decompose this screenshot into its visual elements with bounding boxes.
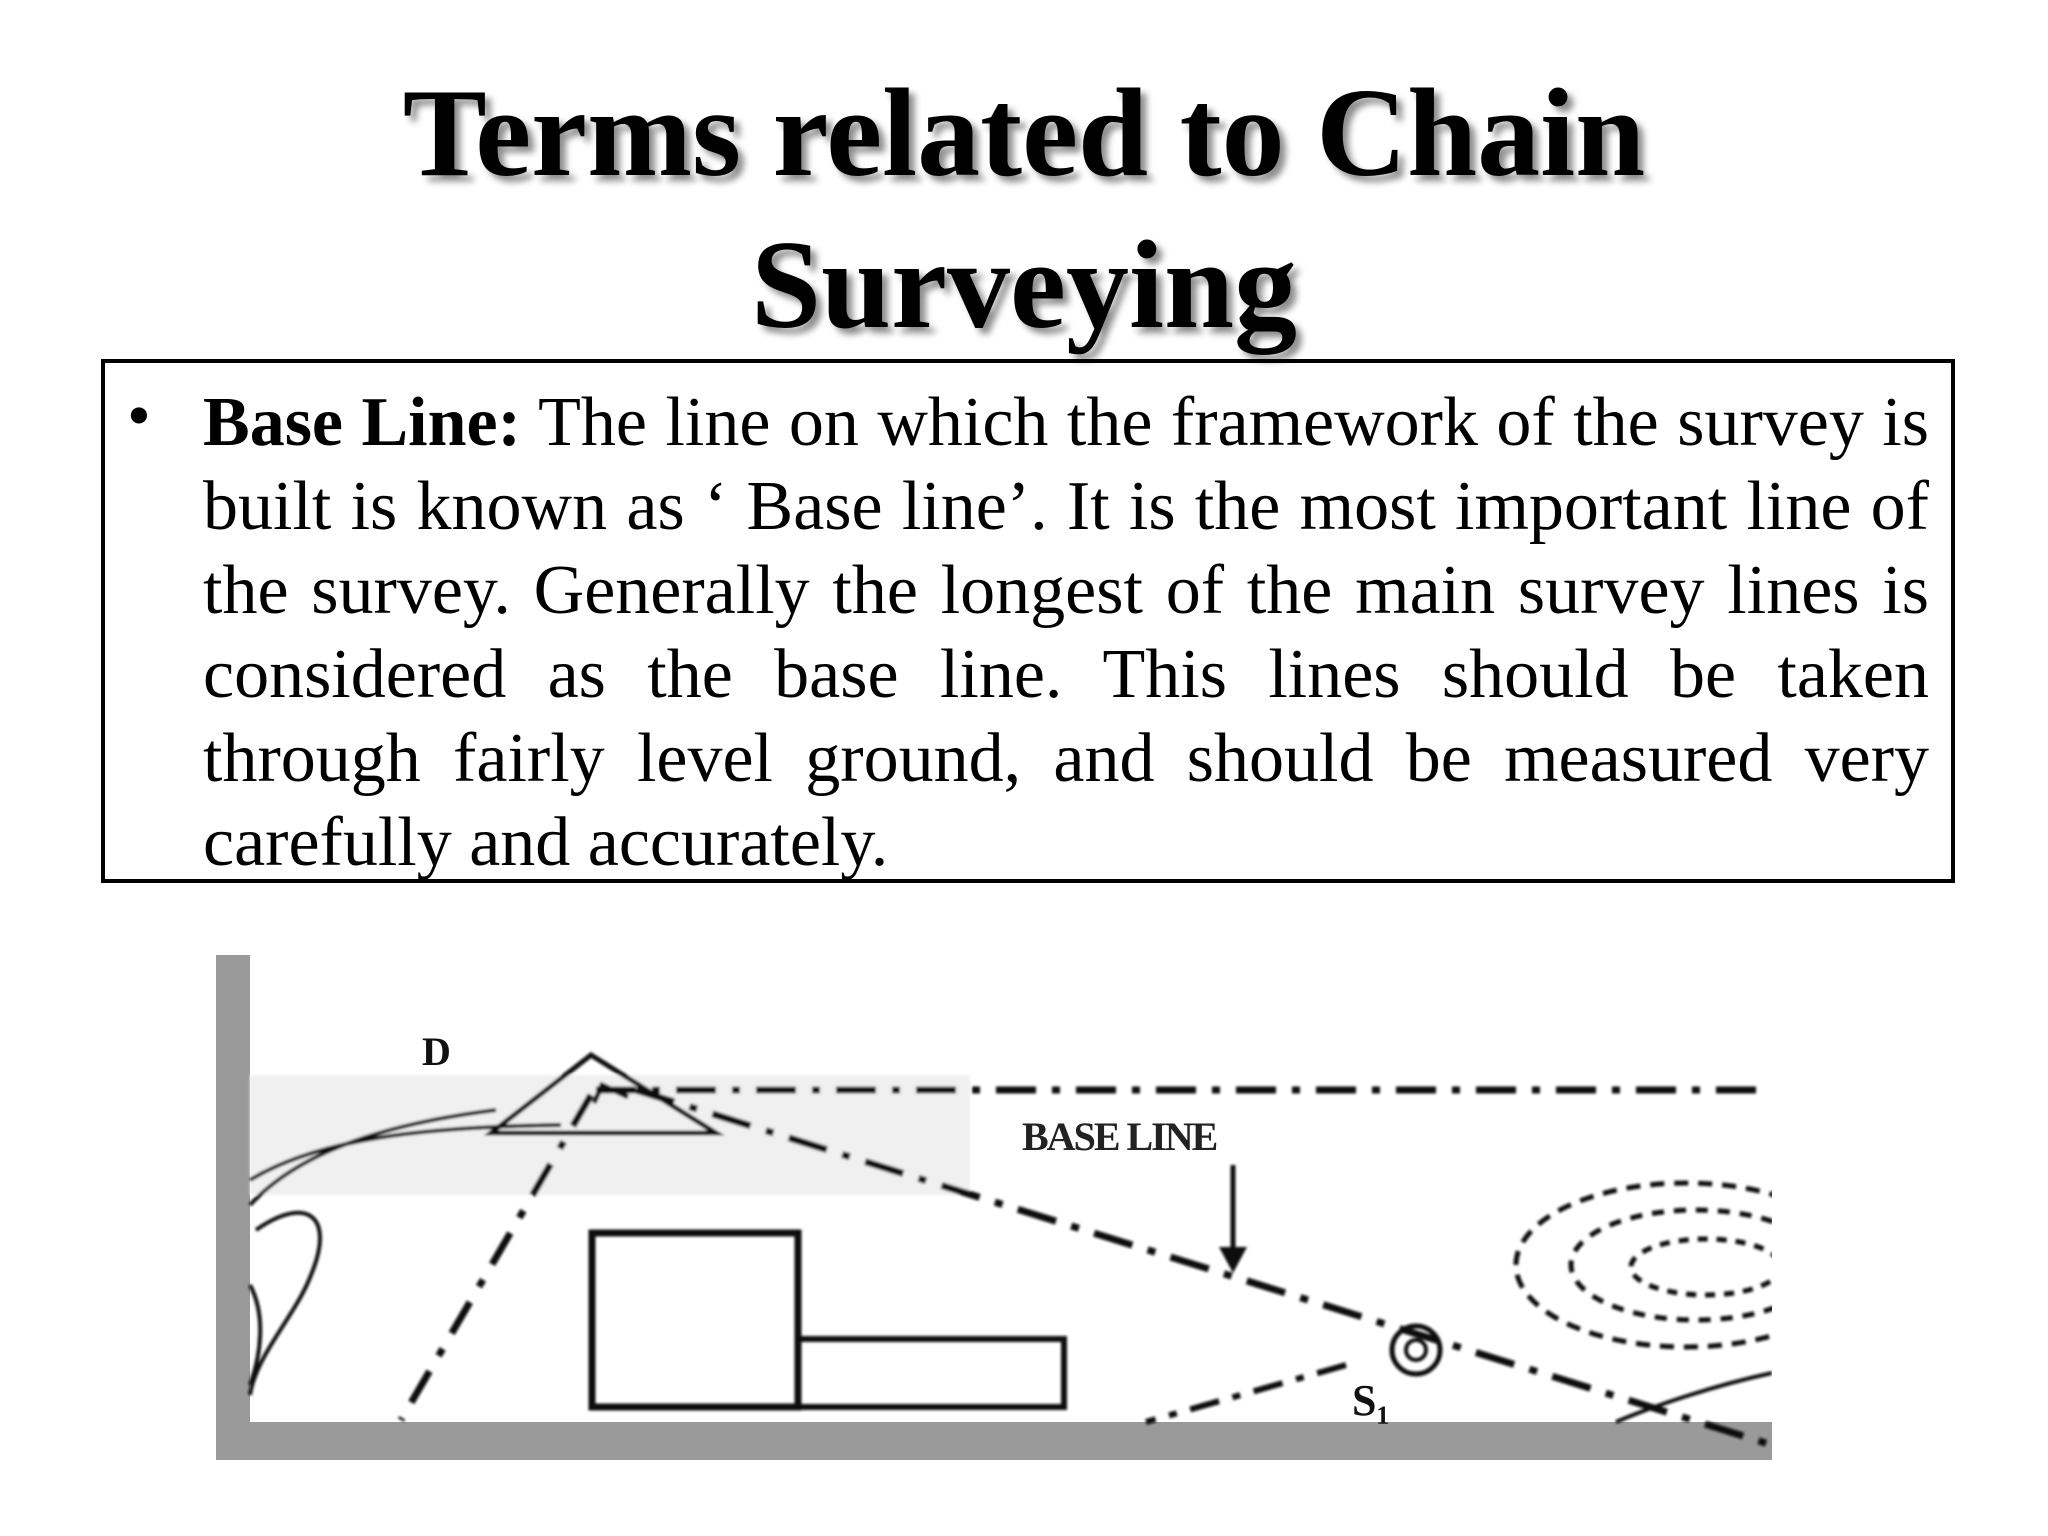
station-d-label: D	[422, 1029, 451, 1074]
title-line-1: Terms related to Chain	[402, 64, 1646, 203]
building-small	[798, 1339, 1064, 1407]
boundary-curve-lower	[250, 1213, 320, 1395]
lower-survey-line	[1146, 1365, 1346, 1422]
diagram-frame-left-bar	[216, 955, 250, 1460]
building-large	[592, 1233, 798, 1407]
base-line-diagram	[216, 955, 1772, 1460]
diagram-frame-bottom-bar	[216, 1422, 1772, 1460]
definition-body: The line on which the framework of the survey is built is known as ‘ Base line’. It is the most important line of the survey. Generally the longest of the main survey lines is considered as the base line. This lines should be taken through fairly level ground, and should be measured very carefully and accurately.	[203, 384, 1929, 881]
contour-inner	[1631, 1239, 1772, 1295]
definition-box	[101, 359, 1955, 883]
bullet-icon: •	[127, 377, 151, 453]
bottom-right-curve	[1616, 1373, 1772, 1422]
contour-outer	[1516, 1183, 1772, 1347]
base-line-label: BASE LINE	[1022, 1114, 1217, 1159]
title-line-2: Surveying	[750, 216, 1298, 355]
definition-term: Base Line:	[203, 384, 521, 461]
station-s1-label: S₁	[1352, 1376, 1390, 1425]
base-line-arrow-head	[1219, 1247, 1247, 1273]
station-s1-inner	[1406, 1340, 1426, 1360]
slide-title	[0, 58, 2048, 362]
definition-paragraph	[203, 381, 1929, 885]
base-line-diagram-svg	[216, 955, 1772, 1460]
contour-middle	[1571, 1210, 1772, 1320]
